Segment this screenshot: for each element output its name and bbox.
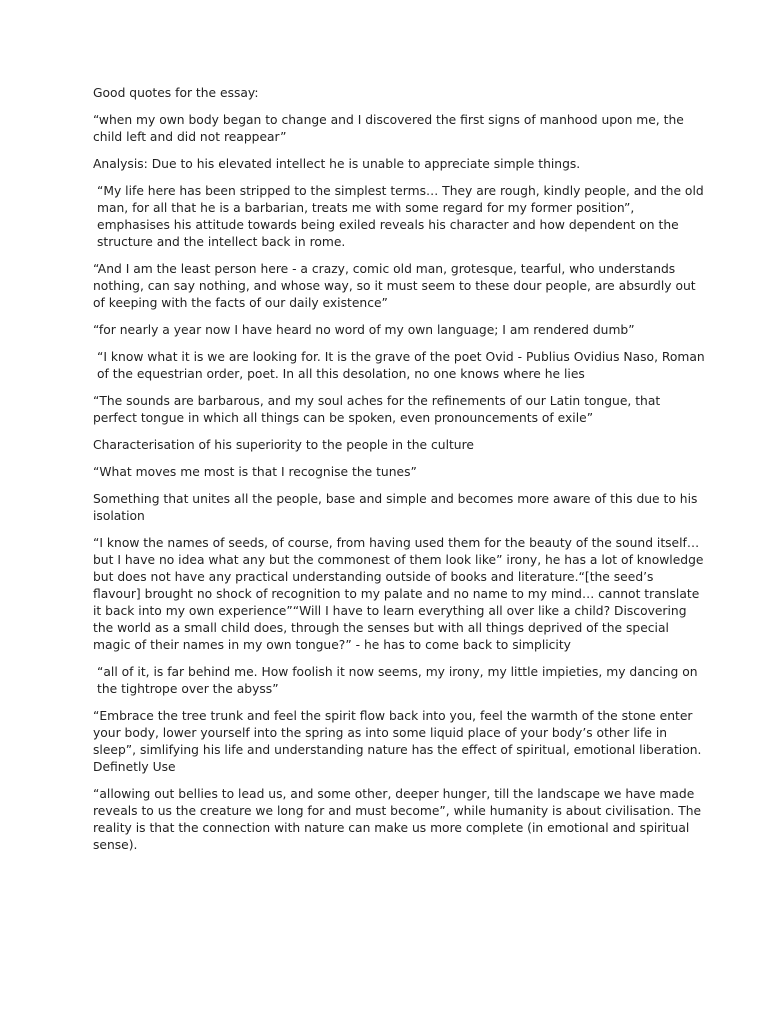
- paragraph-manhood-quote: “when my own body began to change and I discovered the first signs of manhood upon me, the child left and did not reappear”: [93, 113, 684, 144]
- paragraph-characterisation: Characterisation of his superiority to the people in the culture: [93, 438, 474, 452]
- paragraph-latin-tongue-quote: “The sounds are barbarous, and my soul aches for the refinements of our Latin tongue, that perfect tongue in which all things can be spoken, even pronouncements of exile”: [93, 394, 661, 425]
- paragraph-language-quote: “for nearly a year now I have heard no word of my own language; I am rendered dumb”: [93, 323, 635, 337]
- paragraph-tunes-quote: “What moves me most is that I recognise the tunes”: [93, 465, 417, 479]
- document-heading: Good quotes for the essay:: [93, 86, 259, 100]
- paragraph-life-stripped-quote: “My life here has been stripped to the simplest terms… They are rough, kindly people, and the old man, for all that he is a barbarian, treats me with some regard for my former position”, emphasises his attitude towards being exiled reveals his character and how dependent on the structure and the intellect back in rome.: [97, 184, 704, 249]
- paragraph-unites-people: Something that unites all the people, base and simple and becomes more aware of this due to his isolation: [93, 492, 698, 523]
- paragraph-tree-trunk-quote: “Embrace the tree trunk and feel the spirit flow back into you, feel the warmth of the stone enter your body, lower yourself into the spring as into some liquid place of your body’s other life in sleep”, simlifying his life and understanding nature has the effect of spiritual, emotional liberation. Definetly Use: [93, 709, 702, 774]
- paragraph-analysis: Analysis: Due to his elevated intellect he is unable to appreciate simple things.: [93, 157, 581, 171]
- paragraph-least-person-quote: “And I am the least person here - a crazy, comic old man, grotesque, tearful, who understands nothing, can say nothing, and whose way, so it must seem to these dour people, are absurdly out of keeping with the facts of our daily existence”: [93, 262, 696, 310]
- paragraph-seeds-quote: “I know the names of seeds, of course, from having used them for the beauty of the sound itself… but I have no idea what any but the commonest of them look like” irony, he has a lot of knowledge but does not have any practical understanding outside of books and literature.“[the seed’s flavour] brought no shock of recognition to my palate and no name to my mind… cannot translate it back into my own experience”“Will I have to learn everything all over like a child? Discovering the world as a small child does, through the senses but with all things deprived of the special magic of their names in my own tongue?” - he has to come back to simplicity: [93, 536, 704, 652]
- paragraph-bellies-quote: “allowing out bellies to lead us, and some other, deeper hunger, till the landscape we have made reveals to us the creature we long for and must become”, while humanity is about civilisation. The reality is that the connection with nature can make us more complete (in emotional and spiritual sense).: [93, 787, 702, 852]
- paragraph-far-behind-quote: “all of it, is far behind me. How foolish it now seems, my irony, my little impieties, my dancing on the tightrope over the abyss”: [97, 665, 698, 696]
- paragraph-grave-quote: “I know what it is we are looking for. It is the grave of the poet Ovid - Publius Ovidius Naso, Roman of the equestrian order, poet. In all this desolation, no one knows where he lies: [97, 350, 705, 381]
- document-page: [93, 85, 705, 864]
